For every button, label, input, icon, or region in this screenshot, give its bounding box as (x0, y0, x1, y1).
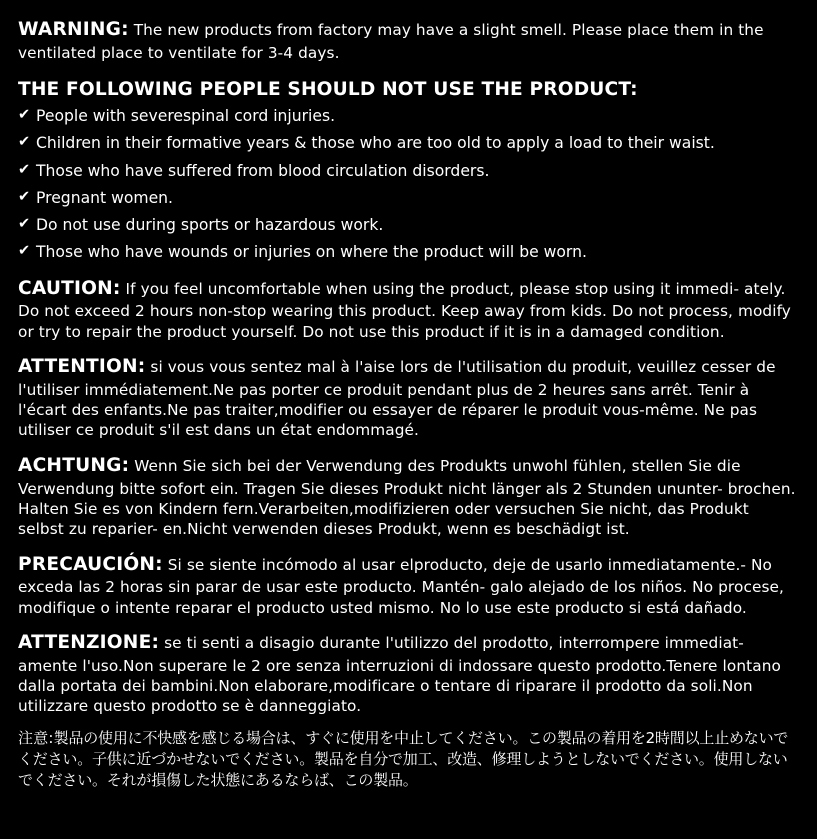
achtung-german-lead: ACHTUNG: (18, 454, 130, 476)
warning-lead: WARNING: (18, 19, 129, 40)
warning-text: The new products from factory may have a slight smell. Please place them in the ventilated place to ventilate for 3-4 days. (18, 21, 764, 62)
attenzione-italian-paragraph (18, 631, 799, 717)
list-item (18, 188, 799, 208)
list-item (18, 215, 799, 235)
chuui-japanese-lead: 注意: (18, 728, 54, 747)
check-icon: ✔ (18, 107, 31, 124)
precaucion-spanish-paragraph (18, 553, 799, 618)
list-item-label: Those who have suffered from blood circulation disorders. (36, 161, 490, 180)
attention-french-lead: ATTENTION: (18, 356, 146, 378)
list-item-label: People with severespinal cord injuries. (36, 107, 336, 126)
attention-french-paragraph (18, 355, 799, 441)
achtung-german-paragraph (18, 454, 799, 540)
warning-paragraph (18, 18, 799, 63)
precaucion-spanish-text: Si se siente incómodo al usar elproducto, deje de usarlo inmediatamente.- No exceda las 2 horas sin parar de usar este producto. Mantén- galo alejado de los niños. No procese, modifique o intente reparar el producto usted mismo. No lo use este producto si está dañado. (18, 555, 785, 617)
caution-lead: CAUTION: (18, 277, 121, 299)
attenzione-italian-text: se ti senti a disagio durante l'utilizzo del prodotto, interrompere immediat- amente l'uso.Non superare le 2 ore senza interruzioni di indossare questo prodotto.Tenere lontano dalla portata dei bambini.Non elaborare,modificare o tentare di riparare il prodotto da soli.Non utilizzare questo prodotto se è danneggiato. (18, 633, 781, 716)
check-icon: ✔ (18, 216, 31, 233)
check-icon: ✔ (18, 243, 31, 260)
check-icon: ✔ (18, 188, 31, 205)
list-item (18, 133, 799, 153)
caution-text: If you feel uncomfortable when using the product, please stop using it immedi- ately. Do not exceed 2 hours non-stop wearing this product. Keep away from kids. Do not process, modify or try to repair the product yourself. Do not use this product if it is in a damaged condition. (18, 279, 791, 341)
restrictions-list (18, 106, 799, 263)
restrictions-heading: THE FOLLOWING PEOPLE SHOULD NOT USE THE PRODUCT: (18, 79, 638, 101)
warning-content (18, 18, 799, 791)
caution-paragraph (18, 277, 799, 342)
chuui-japanese-text: 製品の使用に不快感を感じる場合は、すぐに使用を中止してください。この製品の着用を2時間以上止めないでください。子供に近づかせないでください。製品を自分で加工、改造、修理しようとしないでください。使用しないでください。それが損傷した状態にあるならば、この製品。 (18, 728, 789, 789)
precaucion-spanish-lead: PRECAUCIÓN: (18, 553, 163, 575)
list-item (18, 106, 799, 126)
list-item-label: Children in their formative years & those who are too old to apply a load to their waist. (36, 134, 715, 153)
list-item-label: Do not use during sports or hazardous work. (36, 216, 384, 235)
achtung-german-text: Wenn Sie sich bei der Verwendung des Produkts unwohl fühlen, stellen Sie die Verwendung bitte sofort ein. Tragen Sie dieses Produkt nicht länger als 2 Stunden ununter- brochen. Halten Sie es von Kindern fern.Verarbeiten,modifizieren oder versuchen Sie nicht, das Produkt selbst zu reparier- en.Nicht verwenden dieses Produkt, wenn es beschädigt ist. (18, 456, 796, 539)
list-item-label: Those who have wounds or injuries on where the product will be worn. (36, 243, 587, 262)
check-icon: ✔ (18, 134, 31, 151)
list-item (18, 242, 799, 262)
attenzione-italian-lead: ATTENZIONE: (18, 631, 160, 653)
check-icon: ✔ (18, 161, 31, 178)
list-item-label: Pregnant women. (36, 188, 174, 207)
list-item (18, 161, 799, 181)
attention-french-text: si vous vous sentez mal à l'aise lors de l'utilisation du produit, veuillez cesser de l'utiliser immédiatement.Ne pas porter ce produit pendant plus de 2 heures sans arrêt. Tenir à l'écart des enfants.Ne pas traiter,modifier ou essayer de réparer le produit vous-même. Ne pas utiliser ce produit s'il est dans un état endommagé. (18, 358, 776, 440)
chuui-japanese-paragraph (18, 728, 799, 791)
